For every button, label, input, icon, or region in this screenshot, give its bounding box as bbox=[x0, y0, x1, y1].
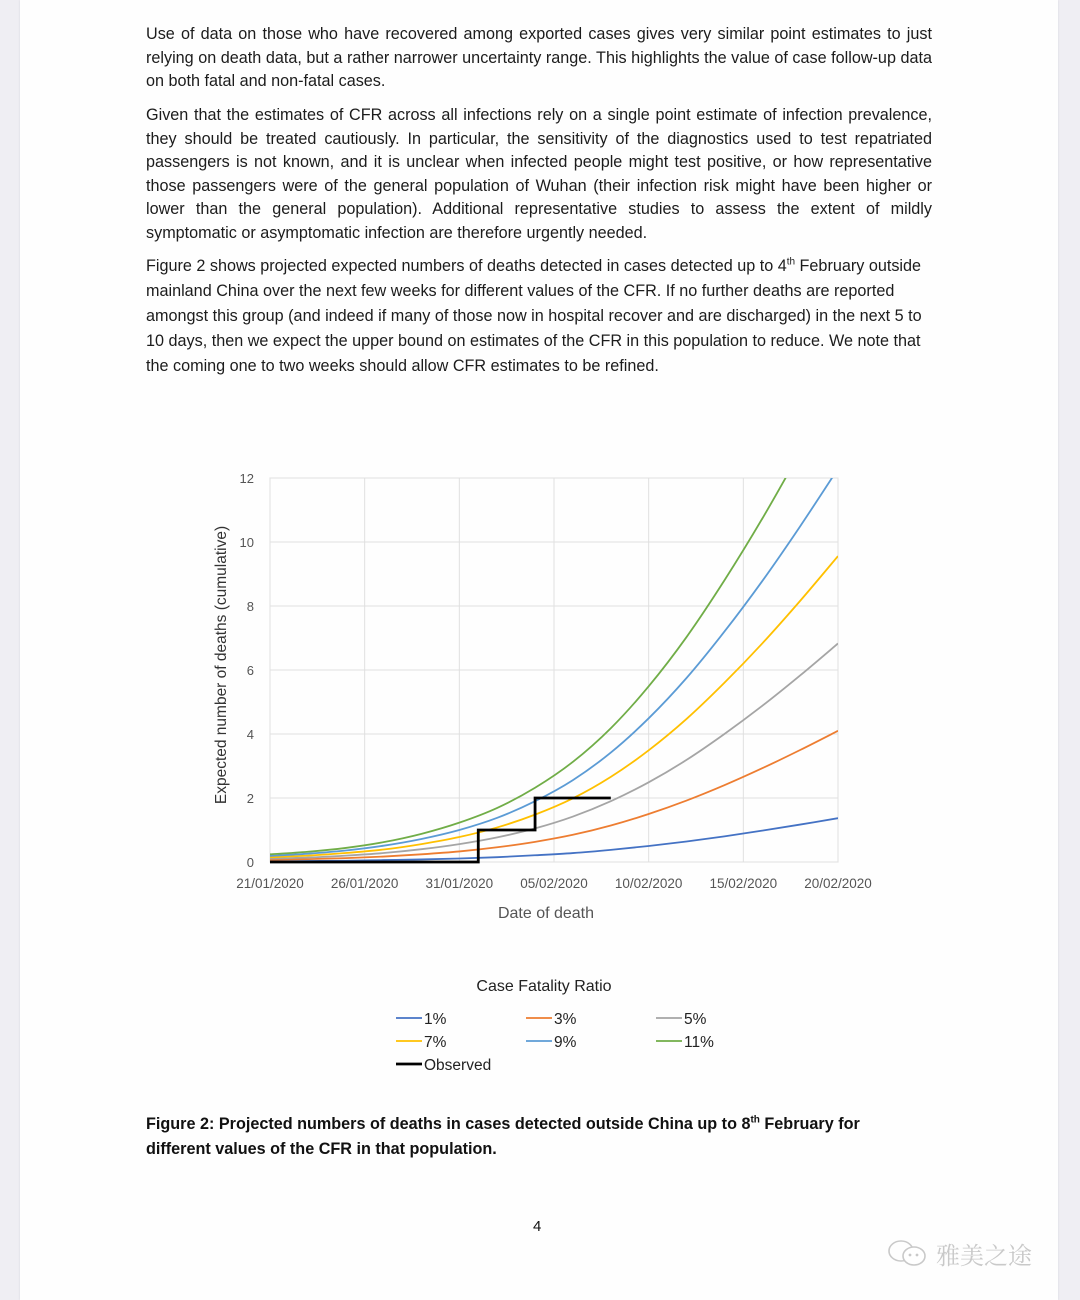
paragraph-figure-description: Figure 2 shows projected expected numbers of deaths detected in cases detected up to 4th February outside mainland China over the next few weeks for different values of the CFR. If no further deaths are reported amongst this group (and indeed if many of those now in hospital recover and are discharged) in the next 5 to 10 days, then we expect the upper bound on estimates of the CFR in this population to reduce. We note that the coming one to two weeks should allow CFR estimates to be refined. bbox=[146, 256, 922, 375]
paragraph-recovered-data: Use of data on those who have recovered among exported cases gives very similar point estimates to just relying on death data, but a rather narrower uncertainty range. This highlights the value of case follow-up data on both fatal and non-fatal cases. bbox=[146, 25, 932, 90]
y-tick-label: 10 bbox=[239, 535, 254, 550]
x-tick-label: 21/01/2020 bbox=[236, 876, 304, 891]
legend-label: 1% bbox=[424, 1011, 447, 1028]
legend-label: Observed bbox=[424, 1057, 492, 1074]
page-number: 4 bbox=[533, 1218, 542, 1235]
legend-item bbox=[396, 1011, 447, 1028]
legend-item bbox=[396, 1034, 447, 1051]
legend-label: 11% bbox=[684, 1034, 714, 1051]
legend-label: 5% bbox=[684, 1011, 707, 1028]
y-axis-ticks bbox=[240, 471, 254, 870]
watermark-text: 雅美之途 bbox=[936, 1242, 1032, 1270]
y-tick-label: 12 bbox=[239, 471, 254, 486]
x-tick-label: 15/02/2020 bbox=[709, 876, 778, 891]
x-axis-label: Date of death bbox=[497, 905, 595, 922]
paragraph-cfr-caution: Given that the estimates of CFR across all infections rely on a single point estimate of infection prevalence, they should be treated cautiously. In particular, the sensitivity of the diagnostics used to test repatriated passengers is not known, and it is unclear when infected people might test positive, or how representative those passengers were of the general population of Wuhan (their infection risk might have been higher or lower than the general population). Additional representative studies to assess the extent of mildly symptomatic or asymptomatic infection are therefore urgently needed. bbox=[146, 106, 932, 242]
legend-label: 7% bbox=[424, 1034, 447, 1051]
cfr-projection-chart bbox=[20, 0, 1058, 1100]
legend-item bbox=[396, 1057, 491, 1074]
document-page bbox=[20, 0, 1058, 1300]
x-tick-label: 10/02/2020 bbox=[614, 876, 683, 891]
x-tick-label: 05/02/2020 bbox=[520, 876, 588, 891]
y-tick-label: 0 bbox=[246, 855, 254, 870]
chart-legend bbox=[396, 1011, 714, 1074]
legend-title: Case Fatality Ratio bbox=[476, 978, 612, 995]
x-tick-label: 31/01/2020 bbox=[425, 876, 494, 891]
y-tick-label: 8 bbox=[246, 599, 254, 614]
legend-label: 9% bbox=[554, 1034, 577, 1051]
legend-item bbox=[656, 1034, 714, 1051]
x-axis-ticks bbox=[236, 876, 872, 891]
legend-item bbox=[526, 1034, 577, 1051]
figure-caption: Figure 2: Projected numbers of deaths in cases detected outside China up to 8th February for different values of the CFR in that population. bbox=[146, 1114, 860, 1158]
wechat-watermark bbox=[886, 1236, 1032, 1271]
y-tick-label: 2 bbox=[246, 791, 254, 806]
x-tick-label: 20/02/2020 bbox=[804, 876, 872, 891]
y-axis-label: Expected number of deaths (cumulative) bbox=[213, 525, 230, 805]
legend-item bbox=[656, 1011, 707, 1028]
y-tick-label: 4 bbox=[246, 727, 254, 742]
x-tick-label: 26/01/2020 bbox=[330, 876, 399, 891]
y-tick-label: 6 bbox=[246, 663, 254, 678]
legend-label: 3% bbox=[554, 1011, 577, 1028]
legend-item bbox=[526, 1011, 577, 1028]
wechat-icon bbox=[886, 1239, 930, 1269]
